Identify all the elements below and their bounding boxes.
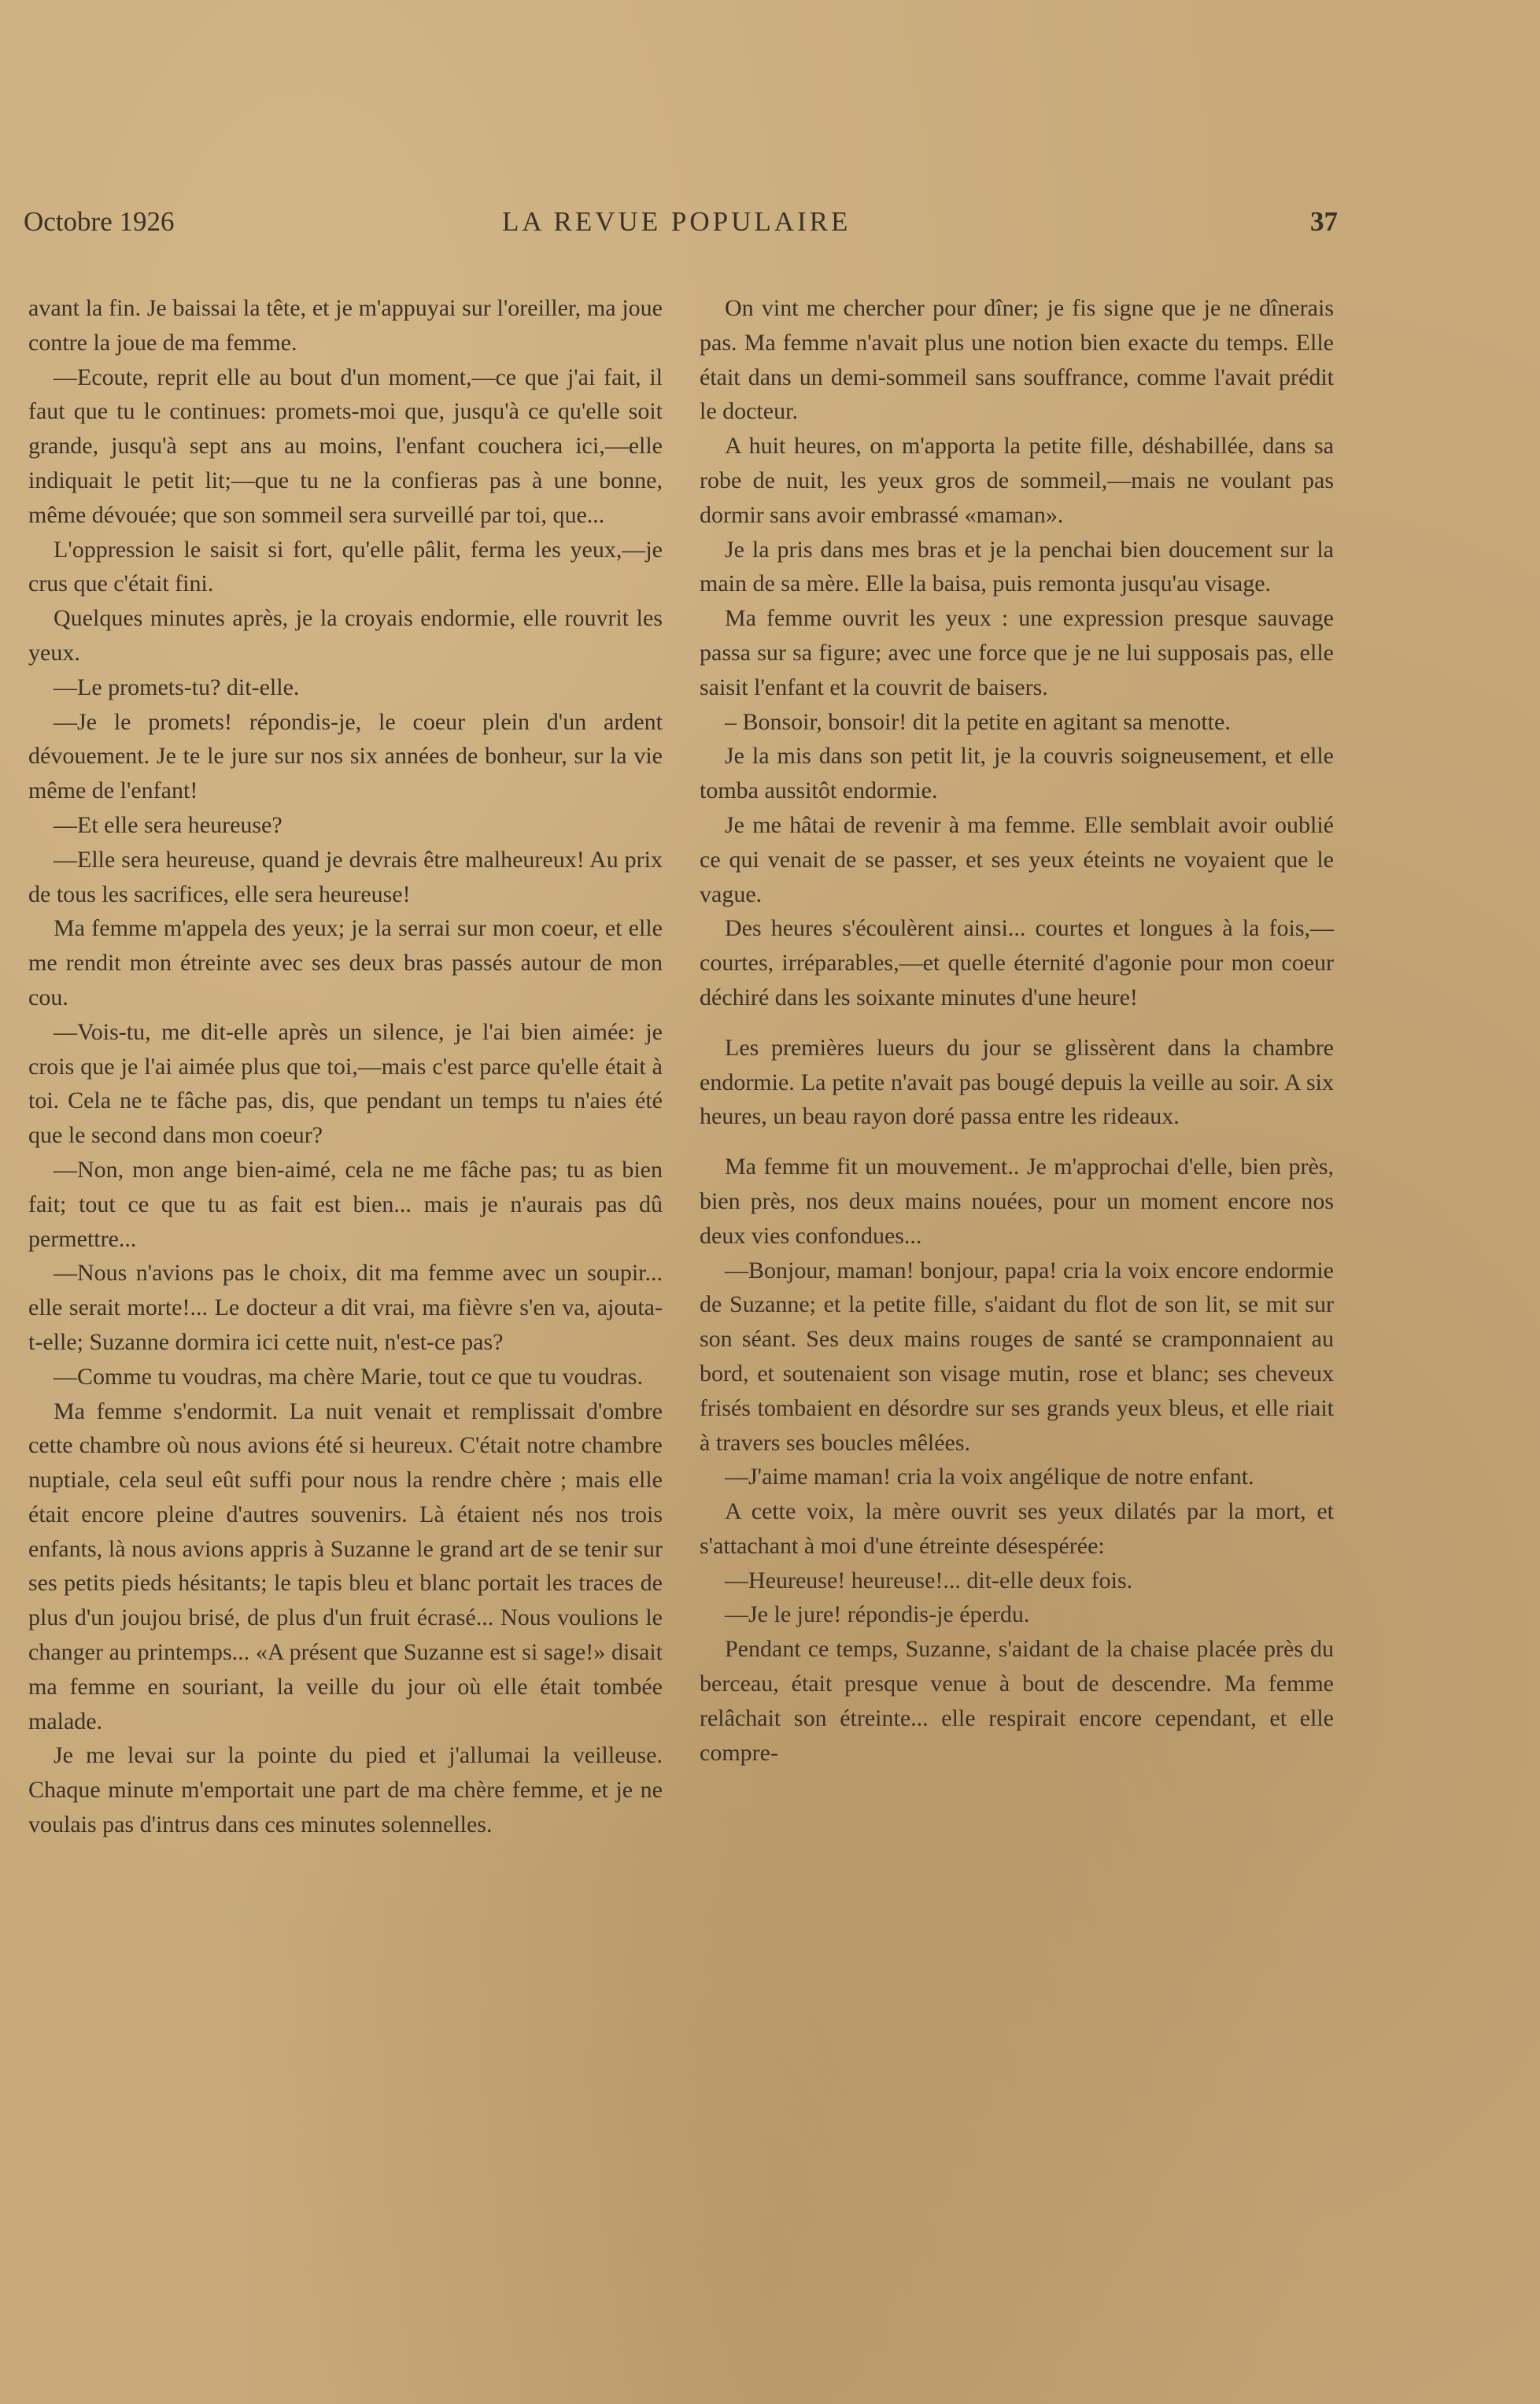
paragraph: L'oppression le saisit si fort, qu'elle pâlit, ferma les yeux,—je crus que c'était fini. [28,536,663,597]
left-column [28,291,663,1842]
paragraph: —Je le jure! répondis-je éperdu. [725,1601,1030,1628]
paragraph: —Elle sera heureuse, quand je devrais être malheureux! Au prix de tous les sacrifices, elle sera heureuse! [28,846,663,907]
paragraph: Je me levai sur la pointe du pied et j'allumai la veilleuse. Chaque minute m'emportait une part de ma chère femme, et je ne voulais pas d'intrus dans ces minutes solennelles. [28,1742,663,1838]
paragraph: Je la pris dans mes bras et je la penchai bien doucement sur la main de sa mère. Elle la baisa, puis remonta jusqu'au visage. [700,536,1334,597]
paragraph: —Non, mon ange bien-aimé, cela ne me fâche pas; tu as bien fait; tout ce que tu as fait est bien... mais je n'aurais pas dû permettre... [28,1156,663,1252]
paragraph: —Heureuse! heureuse!... dit-elle deux fois. [725,1567,1133,1593]
paragraph: —J'aime maman! cria la voix angélique de notre enfant. [725,1464,1254,1490]
paragraph: —Et elle sera heureuse? [54,811,283,838]
paragraph: —Je le promets! répondis-je, le coeur plein d'un ardent dévouement. Je te le jure sur nos six années de bonheur, sur la vie même de l'enfant! [28,708,663,804]
paragraph: —Nous n'avions pas le choix, dit ma femme avec un soupir... elle serait morte!... Le docteur a dit vrai, ma fièvre s'en va, ajouta-t-elle; Suzanne dormira ici cette nuit, n'est-ce pas? [28,1260,663,1355]
paragraph: —Vois-tu, me dit-elle après un silence, je l'ai bien aimée: je crois que je l'ai aimée plus que toi,—mais c'est parce qu'elle était à toi. Cela ne te fâche pas, dis, que pendant un temps tu n'aies été que le second dans mon coeur? [28,1018,663,1149]
paragraph: – Bonsoir, bonsoir! dit la petite en agitant sa menotte. [725,708,1231,735]
page-header [24,206,1338,246]
right-column [700,291,1334,1770]
paragraph: Je me hâtai de revenir à ma femme. Elle semblait avoir oublié ce qui venait de se passer, et ses yeux éteints ne voyaient que le vague. [700,811,1334,907]
paragraph: Ma femme ouvrit les yeux : une expression presque sauvage passa sur sa figure; avec une force que je ne lui supposais pas, elle saisit l'enfant et la couvrit de baisers. [700,605,1334,700]
paragraph: Des heures s'écoulèrent ainsi... courtes et longues à la fois,—courtes, irréparables,—et quelle éternité d'agonie pour mon coeur déchiré dans les soixante minutes d'une heure! [700,915,1334,1010]
paragraph: —Le promets-tu? dit-elle. [54,674,300,700]
paragraph: —Bonjour, maman! bonjour, papa! cria la voix encore endormie de Suzanne; et la petite fille, s'aidant du flot de son lit, se mit sur son séant. Ses deux mains rouges de santé se cramponnaient au bord, et soutenaient son visage mutin, rose et blanc; ses cheveux frisés tombaient en désordre sur ses grands yeux bleus, et elle riait à travers ses boucles mêlées. [700,1257,1334,1456]
paragraph: Quelques minutes après, je la croyais endormie, elle rouvrit les yeux. [28,605,663,666]
paragraph: —Comme tu voudras, ma chère Marie, tout ce que tu voudras. [54,1363,643,1390]
paragraph: —Ecoute, reprit elle au bout d'un moment,—ce que j'ai fait, il faut que tu le continues: promets-moi que, jusqu'à ce qu'elle soit grande, jusqu'à sept ans au moins, l'enfant couchera ici,—elle indiquait le petit lit;—que tu ne la confieras pas à une bonne, même dévouée; que son sommeil sera surveillé par toi, que... [28,364,663,528]
page-number: 37 [1310,206,1338,237]
magazine-title: LA REVUE POPULAIRE [502,206,851,237]
paragraph: A cette voix, la mère ouvrit ses yeux dilatés par la mort, et s'attachant à moi d'une étreinte désespérée: [700,1498,1334,1559]
paragraph: Ma femme s'endormit. La nuit venait et remplissait d'ombre cette chambre où nous avions été si heureux. C'était notre chambre nuptiale, cela seul eût suffi pour nous la rendre chère ; mais elle était encore pleine d'autres souvenirs. Là étaient nés nos trois enfants, là nous avions appris à Suzanne le grand art de se tenir sur ses petits pieds hésitants; le tapis bleu et blanc portait les traces de plus d'un joujou brisé, de plus d'un fruit écrasé... Nous voulions le changer au printemps... «A présent que Suzanne est si sage!» disait ma femme en souriant, la veille du jour où elle était tombée malade. [28,1398,663,1734]
paragraph: A huit heures, on m'apporta la petite fille, déshabillée, dans sa robe de nuit, les yeux gros de sommeil,—mais ne voulant pas dormir sans avoir embrassé «maman». [700,433,1334,528]
paragraph: Les premières lueurs du jour se glissèrent dans la chambre endormie. La petite n'avait pas bougé depuis la veille au soir. A six heures, un beau rayon doré passa entre les rideaux. [700,1034,1334,1130]
paragraph: Ma femme fit un mouvement.. Je m'approchai d'elle, bien près, bien près, nos deux mains nouées, pour un moment encore nos deux vies confondues... [700,1154,1334,1249]
paragraph: avant la fin. Je baissai la tête, et je m'appuyai sur l'oreiller, ma joue contre la joue de ma femme. [28,295,663,356]
paragraph: Pendant ce temps, Suzanne, s'aidant de la chaise placée près du berceau, était presque venue à bout de descendre. Ma femme relâchait son étreinte... elle respirait encore cependant, et elle compre- [700,1636,1334,1766]
paragraph: Ma femme m'appela des yeux; je la serrai sur mon coeur, et elle me rendit mon étreinte avec ses deux bras passés autour de mon cou. [28,915,663,1010]
paragraph: On vint me chercher pour dîner; je fis signe que je ne dînerais pas. Ma femme n'avait plus une notion bien exacte du temps. Elle était dans un demi-sommeil sans souffrance, comme l'avait prédit le docteur. [700,295,1334,425]
issue-date: Octobre 1926 [24,206,175,237]
paragraph: Je la mis dans son petit lit, je la couvris soigneusement, et elle tomba aussitôt endormie. [700,743,1334,804]
